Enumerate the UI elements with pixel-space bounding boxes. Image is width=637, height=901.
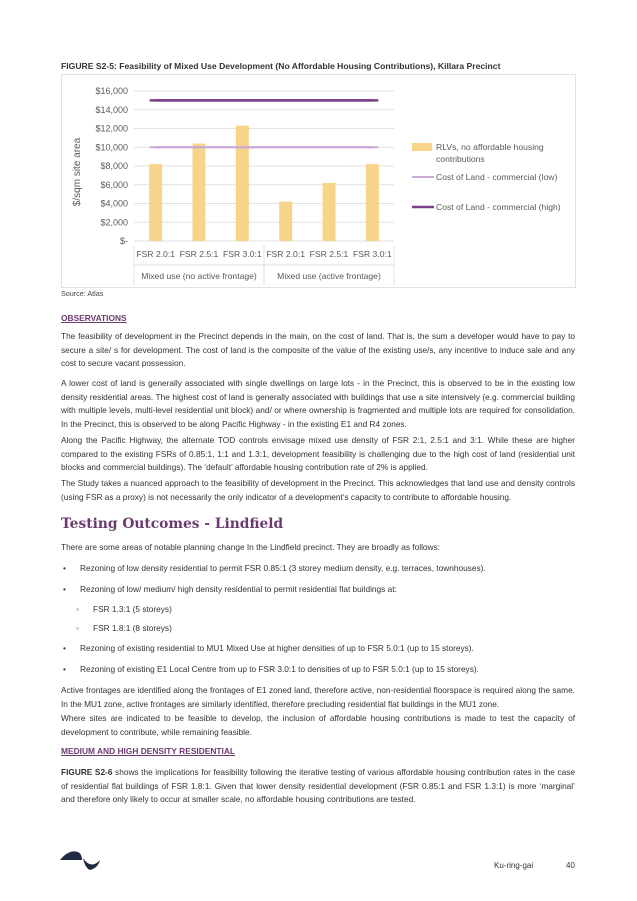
y-tick-label: $16,000 [95, 86, 128, 96]
paragraph-active-frontages: Active frontages are identified along the frontages of E1 zoned land, therefore active, non-residential floorspace is required along the same. In the MU1 zone, active frontages are similarly identified, therefore precluding residential flat buildings in the MU1 zone. [61, 685, 575, 709]
y-tick-label: $- [119, 236, 128, 246]
legend-label: contributions [436, 154, 485, 164]
bullet-icon: • [63, 584, 66, 594]
bar [149, 164, 162, 241]
paragraph-pacific-highway: Along the Pacific Highway, the alternate TOD controls envisage mixed use density of FSR 2:1, 2.5:1 and 3:1. While these are higher compared to the existing FSRs of 0.85:1, 1:1 and 1.3:1, development feasibility is challenging due to the high cost of land (residential unit blocks and commercial buildings). The ‘default’ affordable housing contribution rate of 2% is applied. [61, 435, 575, 472]
feasibility-bar-chart [62, 75, 575, 287]
figure-reference: FIGURE S2-6 [61, 767, 113, 777]
bullet-icon: • [63, 643, 66, 653]
legend-label: Cost of Land - commercial (high) [436, 202, 561, 212]
y-tick-label: $6,000 [100, 179, 128, 190]
bar [323, 183, 336, 241]
bar [279, 202, 292, 241]
y-tick-label: $12,000 [95, 123, 128, 134]
legend-label: RLVs, no affordable housing [436, 142, 544, 152]
x-tick-label: FSR 3.0:1 [352, 249, 392, 259]
y-tick-label: $14,000 [95, 104, 128, 115]
paragraph-lower-cost: A lower cost of land is generally associated with single dwellings on large lots - in the Precinct, this is observed to be in the existing low density residential areas. The highest cost of land is generally associated with buildings that use a site intensively (e.g. commercial building with multiple levels, multi-level residential unit block) and/ or where ownership is fragmented and multiple lots are required for consolidation. In the Precinct, this is observed to be along Pacific Highway - in the existing E1 and R4 zones. [61, 378, 575, 429]
x-tick-label: FSR 2.5:1 [179, 249, 219, 259]
brand-logo-icon [60, 848, 106, 872]
bar [236, 126, 249, 241]
bullet-icon: • [63, 664, 66, 674]
figure-title: FIGURE S2-5: Feasibility of Mixed Use Development (No Affordable Housing Contributions), Killara Precinct [61, 61, 501, 71]
y-tick-label: $4,000 [100, 198, 128, 209]
x-tick-label: FSR 3.0:1 [222, 249, 262, 259]
x-tick-label: FSR 2.5:1 [309, 249, 349, 259]
paragraph-planning-change: There are some areas of notable planning change In the Lindfield precinct. They are broadly as follows: [61, 542, 440, 552]
chart-container [61, 74, 576, 288]
section-heading-lindfield: Testing Outcomes - Lindfield [61, 516, 284, 532]
y-tick-label: $10,000 [95, 142, 128, 153]
group-label: Mixed use (no active frontage) [141, 271, 257, 281]
footer-organisation: Ku-ring-gai [494, 861, 534, 870]
sub-bullet-icon: ◦ [76, 623, 79, 633]
paragraph-cost-of-land: The feasibility of development in the Precinct depends in the main, on the cost of land. That is, the sum a developer would have to pay to secure a site/ s for development. The cost of land is the composite of the value of the existing use/s, any incentive to induce sale and any cost to secure vacant possession. [61, 331, 575, 368]
legend-label: Cost of Land - commercial (low) [436, 172, 558, 182]
group-label: Mixed use (active frontage) [277, 271, 381, 281]
y-tick-label: $2,000 [100, 217, 128, 228]
y-axis-label: $/sqm site area [72, 137, 83, 207]
bullet-icon: • [63, 563, 66, 573]
bar [366, 164, 379, 241]
y-tick-label: $8,000 [100, 161, 128, 171]
x-tick-label: FSR 2.0:1 [136, 249, 176, 259]
medium-high-density-heading: MEDIUM AND HIGH DENSITY RESIDENTIAL [61, 746, 236, 756]
observations-heading: OBSERVATIONS [61, 313, 127, 323]
paragraph-feasible-sites: Where sites are indicated to be feasible to develop, the inclusion of affordable housing contributions is made to test the capacity of development to contribute, while remaining feasible. [61, 713, 575, 737]
paragraph-nuanced-approach: The Study takes a nuanced approach to the feasibility of development in the Precinct. This acknowledges that land use and density controls (using FSR as a proxy) is not necessarily the only indicator of a development’s capacity to contribute to affordable housing. [61, 478, 575, 502]
legend-swatch [412, 143, 432, 151]
x-tick-label: FSR 2.0:1 [266, 249, 306, 259]
bar [193, 144, 206, 242]
figure-source: Source: Atlas [61, 289, 104, 298]
sub-bullet-icon: ◦ [76, 604, 79, 614]
paragraph-figure-s2-6: FIGURE S2-6 shows the implications for feasibility following the iterative testing of various affordable housing contribution rates in the case of residential flat buildings of FSR 1.8:1. Given that lower density residential development (FSR 0.85:1 and FSR 1.3:1) is more ‘marginal’ and therefore only likely to occur at smaller scale, no affordable housing contributions are tested. [61, 767, 575, 804]
page-number: 40 [566, 861, 575, 870]
